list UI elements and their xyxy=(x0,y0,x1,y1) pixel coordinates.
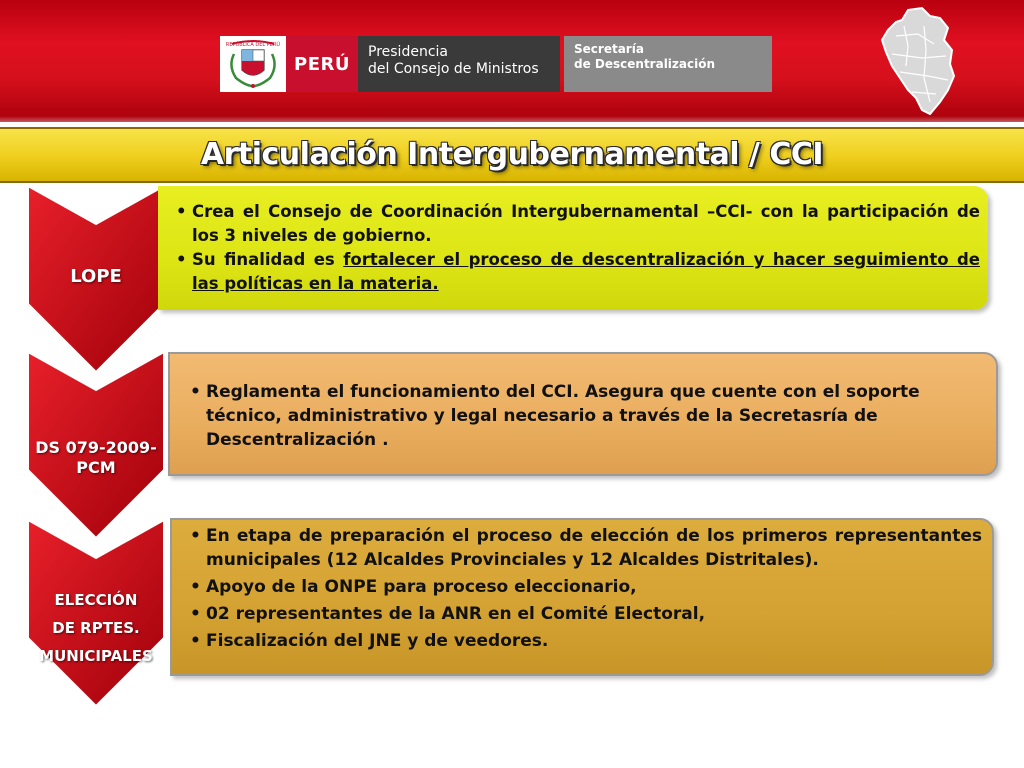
bullet-text: Reglamenta el funcionamiento del CCI. Asegura que cuente con el soporte técnico, administrativo y legal necesario a través de la Secretasría de Descentralización . xyxy=(206,382,920,450)
svg-text:REPÚBLICA DEL PERÚ: REPÚBLICA DEL PERÚ xyxy=(225,42,281,48)
bullet-item xyxy=(188,629,982,653)
chevron-ds xyxy=(26,350,166,540)
label-eleccion xyxy=(26,586,166,670)
sec-line1: Secretaría xyxy=(574,42,644,56)
bullet-item xyxy=(188,380,988,452)
bullet-text: Crea el Consejo de Coordinación Intergubernamental –CCI- con la participación de los 3 niveles de gobierno. xyxy=(192,202,980,245)
pcm-line1: Presidencia xyxy=(368,44,448,60)
label-eleccion-line3: MUNICIPALES xyxy=(39,647,153,665)
peru-map-icon xyxy=(878,6,958,118)
panel-eleccion xyxy=(170,518,994,676)
label-ds xyxy=(26,438,166,478)
header-band xyxy=(0,0,1024,122)
sec-line2: de Descentralización xyxy=(574,57,716,71)
bullet-text-prefix: Su finalidad es xyxy=(192,250,344,269)
panel-lope xyxy=(158,186,988,310)
pcm-label xyxy=(358,36,560,92)
bullet-text: Fiscalización del JNE y de veedores. xyxy=(206,631,549,651)
panel-ds xyxy=(168,352,998,476)
label-lope: LOPE xyxy=(70,266,122,287)
bullet-item xyxy=(188,524,982,572)
bullet-item xyxy=(188,602,982,626)
bullet-text-underlined: fortalecer el proceso de descentralización y hacer seguimiento de las políticas en la materia. xyxy=(192,250,980,293)
chevron-lope xyxy=(26,184,166,374)
chevron-eleccion xyxy=(26,518,166,708)
bullet-item xyxy=(174,200,980,248)
label-ds-line1: DS 079-2009- xyxy=(35,438,157,457)
label-ds-line2: PCM xyxy=(76,458,116,477)
bullet-text: 02 representantes de la ANR en el Comité Electoral, xyxy=(206,604,706,624)
peru-label: PERÚ xyxy=(286,36,358,92)
bullet-text: En etapa de preparación el proceso de elección de los primeros representantes municipales (12 Alcaldes Provinciales y 12 Alcaldes Distritales). xyxy=(206,526,982,570)
title-bar xyxy=(0,127,1024,183)
pcm-line2: del Consejo de Ministros xyxy=(368,61,539,77)
bullet-text: Apoyo de la ONPE para proceso eleccionario, xyxy=(206,577,637,597)
bullet-item xyxy=(174,248,980,296)
secretaria-label xyxy=(564,36,772,92)
government-logo xyxy=(220,36,772,92)
label-eleccion-line1: ELECCIÓN xyxy=(54,591,138,609)
coat-of-arms-icon xyxy=(220,36,286,92)
label-eleccion-line2: DE RPTES. xyxy=(52,619,140,637)
bullet-item xyxy=(188,575,982,599)
slide-title: Articulación Intergubernamental / CCI xyxy=(200,137,824,172)
